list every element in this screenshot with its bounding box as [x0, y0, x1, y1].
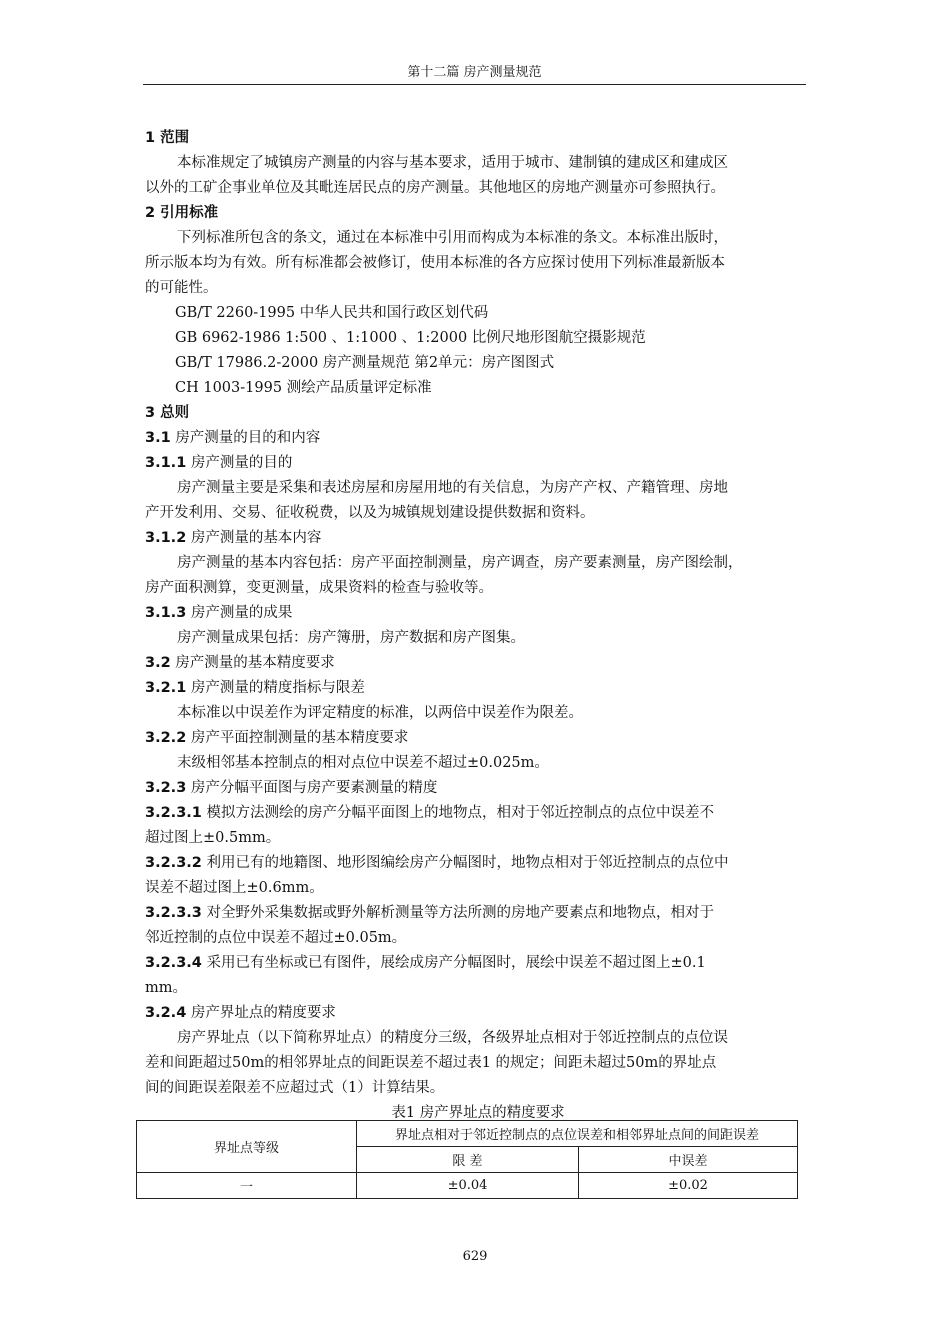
text-line: [145, 151, 811, 176]
text-line: [145, 976, 811, 1001]
running-header: 第十二篇 房产测量规范: [143, 62, 806, 85]
clause-number: 3.2.3.3: [145, 905, 202, 921]
line-text: 3 总则: [145, 405, 190, 421]
line-text: 误差不超过图上±0.6mm。: [145, 880, 324, 896]
clause-number: 3.2.2: [145, 730, 187, 746]
clause-number: 3.2.1: [145, 680, 187, 696]
line-text: 房产测量的目的: [186, 455, 293, 471]
line-text: 1 范围: [145, 130, 190, 146]
text-line: [145, 226, 811, 251]
line-text: 对全野外采集数据或野外解析测量等方法所测的房地产要素点和地物点，相对于: [201, 905, 714, 921]
text-line: [145, 876, 811, 901]
text-line: [145, 501, 811, 526]
line-text: 采用已有坐标或已有图件，展绘成房产分幅图时，展绘中误差不超过图上±0.1: [201, 955, 706, 971]
text-line: [145, 1001, 811, 1026]
text-line: [145, 426, 811, 451]
line-text: 邻近控制的点位中误差不超过±0.05m。: [145, 930, 407, 946]
line-text: 2 引用标准: [145, 205, 219, 221]
line-text: 房产测量的成果: [186, 605, 293, 621]
clause-number: 3.2.4: [145, 1005, 187, 1021]
line-text: 房产平面控制测量的基本精度要求: [186, 730, 409, 746]
text-line: [145, 301, 811, 326]
line-text: 差和间距超过50m的相邻界址点的间距误差不超过表1 的规定；间距未超过50m的界址点: [145, 1055, 717, 1071]
line-text: GB 6962-1986 1:500 、1:1000 、1:2000 比例尺地形图航空摄影规范: [175, 330, 646, 346]
line-text: 房产界址点（以下简称界址点）的精度分三级，各级界址点相对于邻近控制点的点位误: [177, 1030, 728, 1046]
text-line: [145, 726, 811, 751]
clause-number: 3.2.3.1: [145, 805, 202, 821]
line-text: 的可能性。: [145, 280, 218, 296]
clause-number: 3.2.3.4: [145, 955, 202, 971]
line-text: 产开发利用、交易、征收税费，以及为城镇规划建设提供数据和资料。: [145, 505, 595, 521]
clause-number: 3.1.1: [145, 455, 187, 471]
text-line: [145, 851, 811, 876]
text-line: [145, 826, 811, 851]
line-text: 房产分幅平面图与房产要素测量的精度: [186, 780, 438, 796]
clause-number: 3.2: [145, 655, 171, 671]
section-heading: [145, 201, 811, 226]
text-line: [145, 926, 811, 951]
text-line: [145, 701, 811, 726]
line-text: 间的间距误差限差不应超过式（1）计算结果。: [145, 1080, 445, 1096]
line-text: GB/T 2260-1995 中华人民共和国行政区划代码: [175, 305, 489, 321]
line-text: 以外的工矿企事业单位及其毗连居民点的房产测量。其他地区的房地产测量亦可参照执行。: [145, 180, 725, 196]
section-heading: [145, 126, 811, 151]
text-line: [145, 526, 811, 551]
clause-number: 3.1.3: [145, 605, 187, 621]
text-line: [145, 1026, 811, 1051]
clause-number: 3.2.3.2: [145, 855, 202, 871]
line-text: 下列标准所包含的条文，通过在本标准中引用而构成为本标准的条文。本标准出版时，: [177, 230, 728, 246]
text-line: [145, 1076, 811, 1101]
text-line: [145, 476, 811, 501]
line-text: 末级相邻基本控制点的相对点位中误差不超过±0.025m。: [177, 755, 549, 771]
text-line: [145, 576, 811, 601]
line-text: 利用已有的地籍图、地形图编绘房产分幅图时，地物点相对于邻近控制点的点位中: [201, 855, 729, 871]
line-text: 房产测量的精度指标与限差: [186, 680, 365, 696]
line-text: 房产测量的基本内容包括：房产平面控制测量，房产调查，房产要素测量，房产图绘制，: [177, 555, 743, 571]
line-text: 房产界址点的精度要求: [186, 1005, 336, 1021]
clause-number: 3.2.3: [145, 780, 187, 796]
text-line: [145, 626, 811, 651]
text-line: [145, 276, 811, 301]
table-row: [137, 1173, 798, 1199]
col-header-level: 界址点等级: [137, 1121, 357, 1173]
text-line: [145, 801, 811, 826]
line-text: 房产测量的目的和内容: [170, 430, 321, 446]
line-text: 超过图上±0.5mm。: [145, 830, 281, 846]
text-line: [145, 451, 811, 476]
line-text: 房产面积测算，变更测量，成果资料的检查与验收等。: [145, 580, 493, 596]
text-line: [145, 601, 811, 626]
text-line: [145, 1051, 811, 1076]
text-line: [145, 251, 811, 276]
line-text: 房产测量成果包括：房产簿册，房产数据和房产图集。: [177, 630, 525, 646]
clause-number: 3.1: [145, 430, 171, 446]
col-header-group: 界址点相对于邻近控制点的点位误差和相邻界址点间的间距误差: [357, 1121, 798, 1147]
line-text: GB/T 17986.2-2000 房产测量规范 第2单元：房产图图式: [175, 355, 555, 371]
line-text: 所示版本均为有效。所有标准都会被修订，使用本标准的各方应探讨使用下列标准最新版本: [145, 255, 725, 271]
clause-number: 3.1.2: [145, 530, 187, 546]
text-line: [145, 951, 811, 976]
page-number: 629: [462, 1249, 488, 1264]
line-text: mm。: [145, 980, 187, 996]
col-header-limit: 限 差: [357, 1147, 579, 1173]
section-heading: [145, 401, 811, 426]
text-line: [145, 376, 811, 401]
text-line: [145, 776, 811, 801]
cell-level: 一: [137, 1173, 357, 1199]
cell-limit: ±0.04: [357, 1173, 579, 1199]
text-line: [145, 351, 811, 376]
col-header-error: 中误差: [579, 1147, 798, 1173]
text-line: [145, 651, 811, 676]
line-text: 房产测量主要是采集和表述房屋和房屋用地的有关信息，为房产产权、产籍管理、房地: [177, 480, 728, 496]
line-text: 模拟方法测绘的房产分幅平面图上的地物点，相对于邻近控制点的点位中误差不: [201, 805, 714, 821]
text-line: [145, 326, 811, 351]
line-text: 房产测量的基本内容: [186, 530, 322, 546]
precision-table: [136, 1120, 798, 1199]
text-line: [145, 176, 811, 201]
text-line: [145, 751, 811, 776]
line-text: 房产测量的基本精度要求: [170, 655, 335, 671]
line-text: CH 1003-1995 测绘产品质量评定标准: [175, 380, 432, 396]
line-text: 本标准规定了城镇房产测量的内容与基本要求，适用于城市、建制镇的建成区和建成区: [177, 155, 728, 171]
text-line: [145, 901, 811, 926]
cell-error: ±0.02: [579, 1173, 798, 1199]
line-text: 本标准以中误差作为评定精度的标准，以两倍中误差作为限差。: [177, 705, 583, 721]
document-body: [145, 126, 811, 1125]
text-line: [145, 551, 811, 576]
table-caption: 表1 房产界址点的精度要求: [391, 1105, 565, 1121]
text-line: [145, 676, 811, 701]
